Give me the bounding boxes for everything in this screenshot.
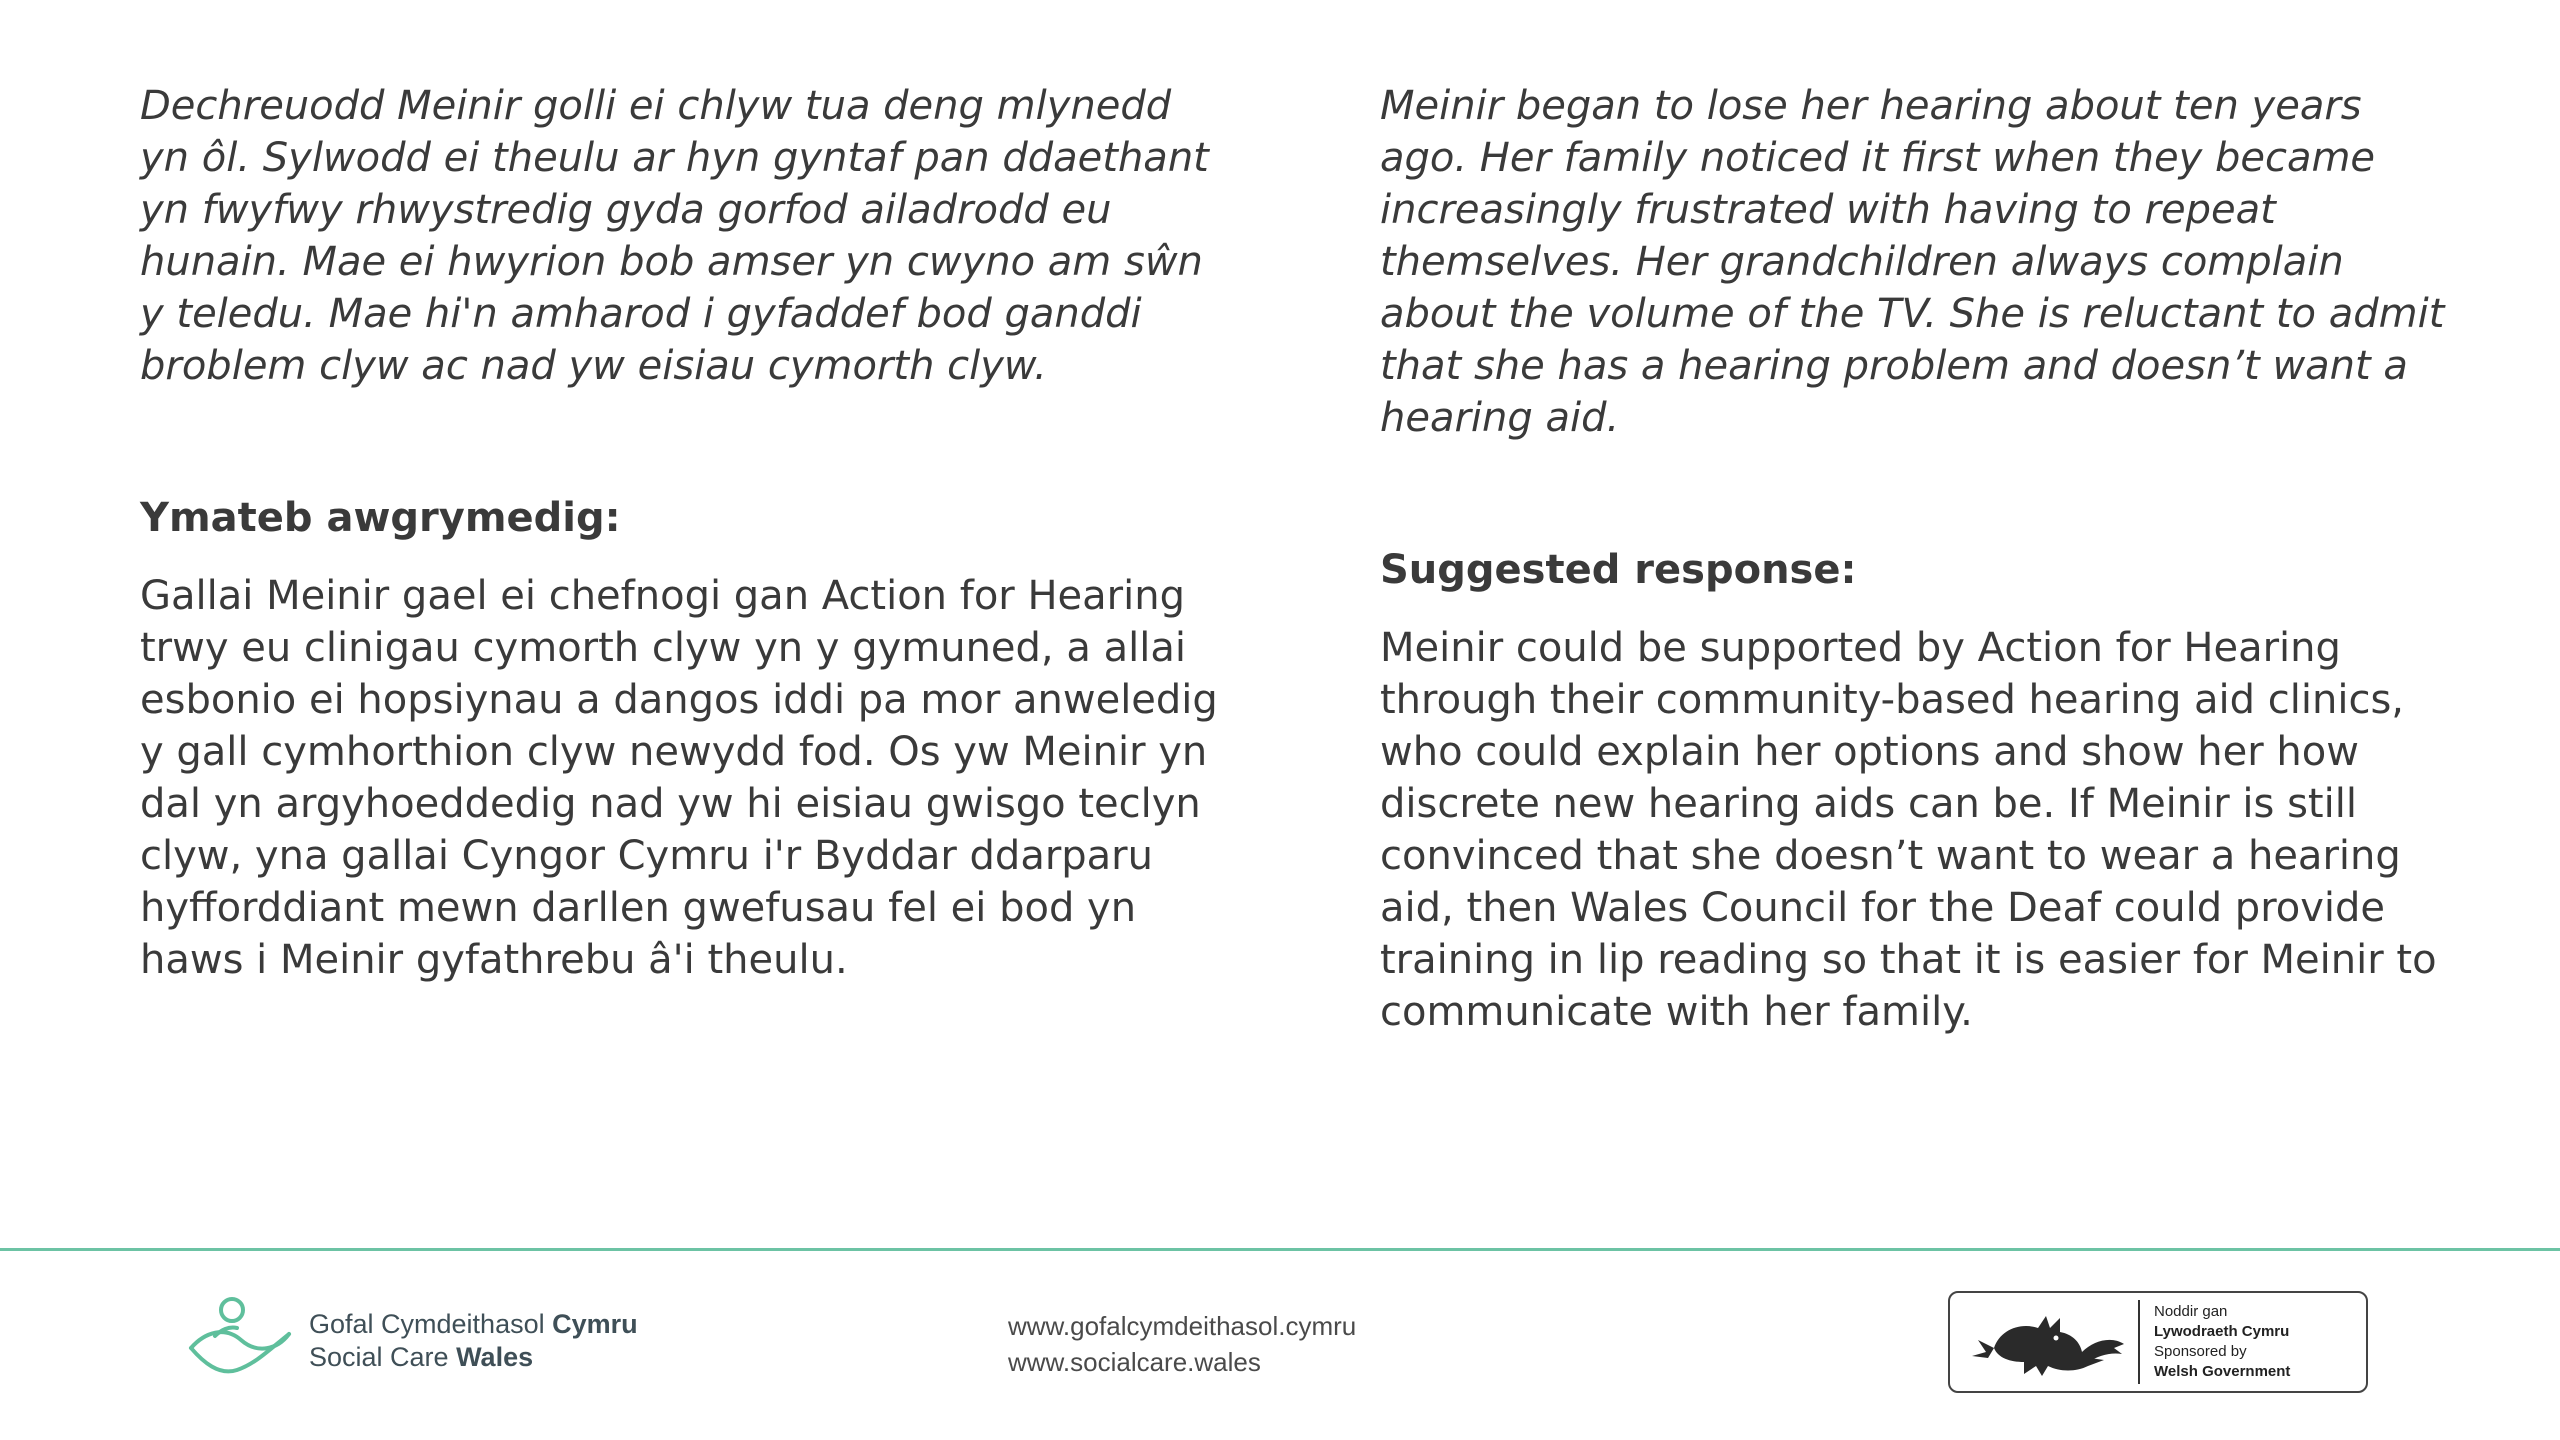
logo-line1-regular: Gofal Cymdeithasol [309,1309,553,1339]
welsh-dragon-icon [1964,1300,2134,1384]
badge-line3: Sponsored by [2154,1343,2247,1360]
welsh-response-text: Gallai Meinir gael ei chefnogi gan Action for Hearing trwy eu clinigau cymorth clyw yn y gymuned, a allai esbonio ei hopsiynau a dangos iddi pa mor anweledig y gall cymhorthion clyw newydd fod. Os yw Meinir yn dal yn argyhoeddedig nad yw hi eisiau gwisgo teclyn clyw, yna gallai Cyngor Cymru i'r Byddar ddarparu hyfforddiant mewn darllen gwefusau fel ei bod yn haws i Meinir gyfathrebu â'i theulu. [140,573,1218,983]
english-scenario-text: Meinir began to lose her hearing about ten years ago. Her family noticed it first when they became increasingly frustrated with having to repeat themselves. Her grandchildren always complain about the volume of the TV. She is reluctant to admit that she has a hearing problem and doesn’t want a hearing aid. [1380,83,2445,441]
logo-line2-regular: Social Care [309,1342,457,1372]
url-english-link[interactable]: www.socialcare.wales [1008,1347,1261,1377]
logo-line2-bold: Wales [456,1342,534,1372]
badge-divider [2138,1300,2140,1384]
logo-line1-bold: Cymru [552,1309,638,1339]
social-care-wales-logo [185,1296,638,1386]
welsh-response-heading: Ymateb awgrymedig: [140,495,621,541]
footer-divider [0,1248,2560,1251]
badge-line4: Welsh Government [2154,1363,2291,1380]
badge-line2: Lywodraeth Cymru [2154,1323,2290,1340]
url-welsh-link[interactable]: www.gofalcymdeithasol.cymru [1008,1311,1357,1341]
badge-text [2154,1302,2290,1382]
welsh-column [140,80,1220,986]
logo-wordmark [309,1308,638,1374]
english-column [1380,80,2460,1038]
english-response-heading: Suggested response: [1380,547,1857,593]
social-care-wales-logo-icon [185,1296,295,1386]
badge-line1: Noddir gan [2154,1303,2228,1320]
footer-urls [1008,1308,1356,1380]
welsh-scenario-text: Dechreuodd Meinir golli ei chlyw tua deng mlynedd yn ôl. Sylwodd ei theulu ar hyn gyntaf pan ddaethant yn fwyfwy rhwystredig gyda gorfod ailadrodd eu hunain. Mae ei hwyrion bob amser yn cwyno am sŵn y teledu. Mae hi'n amharod i gyfaddef bod ganddi broblem clyw ac nad yw eisiau cymorth clyw. [140,83,1209,389]
welsh-government-badge [1948,1291,2368,1393]
english-response-text: Meinir could be supported by Action for Hearing through their community-based hearing aid clinics, who could explain her options and show her how discrete new hearing aids can be. If Meinir is still convinced that she doesn’t want to wear a hearing aid, then Wales Council for the Deaf could provide training in lip reading so that it is easier for Meinir to communicate with her family. [1380,625,2437,1035]
